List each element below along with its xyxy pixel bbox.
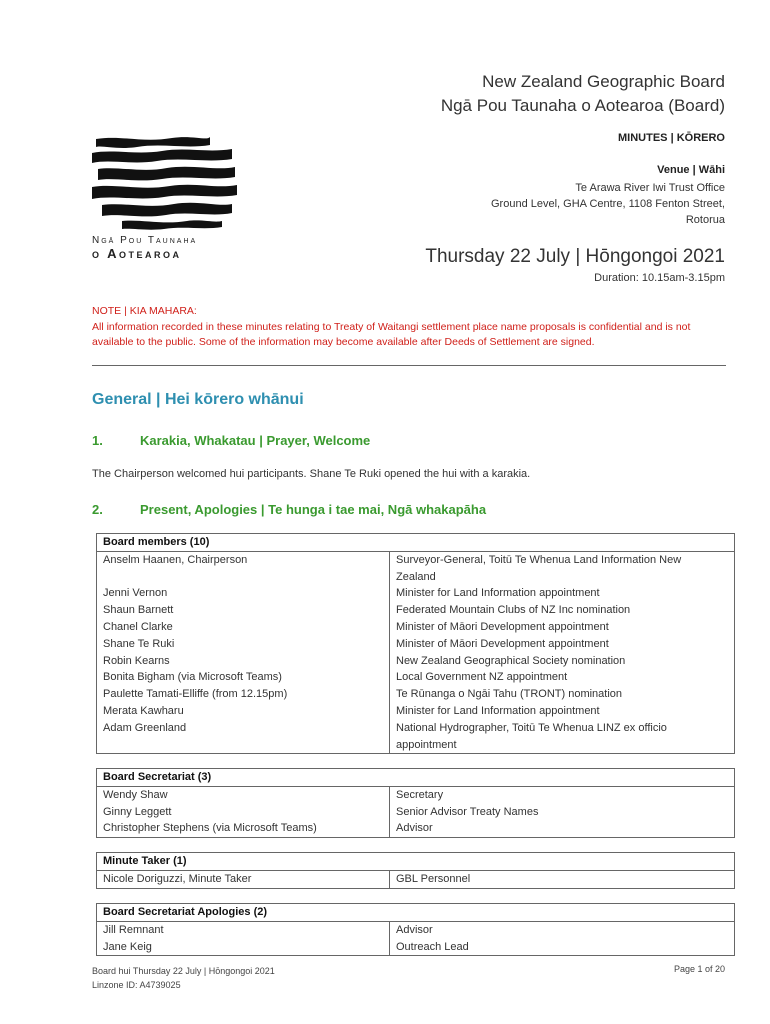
board-members-table (96, 533, 735, 754)
member-role: Minister of Māori Development appointment (396, 620, 609, 633)
member-role: Advisor (396, 923, 433, 936)
member-role: Minister for Land Information appointment (396, 704, 600, 717)
doc-type: MINUTES | KŌRERO (618, 132, 725, 144)
divider (92, 365, 726, 366)
member-role: Federated Mountain Clubs of NZ Inc nomination (396, 604, 631, 617)
member-role: GBL Personnel (396, 872, 471, 885)
member-role: National Hydrographer, Toitū Te Whenua LINZ ex officio (396, 721, 667, 734)
venue-line: Te Arawa River Iwi Trust Office (575, 182, 725, 194)
meeting-duration: Duration: 10.15am-3.15pm (594, 272, 725, 284)
logo-text-line2: o Aotearoa (92, 246, 182, 261)
member-role: Surveyor-General, Toitū Te Whenua Land Information New (396, 553, 682, 566)
names-column (97, 870, 390, 888)
logo-text-line1: Ngā Pou Taunaha (92, 235, 198, 246)
venue-line: Ground Level, GHA Centre, 1108 Fenton Street, (491, 198, 725, 210)
member-name: Shane Te Ruki (103, 637, 175, 650)
venue-label: Venue | Wāhi (657, 164, 725, 176)
apologies-table (96, 903, 735, 956)
member-role: Secretary (396, 788, 444, 801)
names-column (97, 786, 390, 837)
spacer (103, 569, 383, 586)
member-name: Jill Remnant (103, 923, 164, 936)
roles-column (390, 786, 735, 837)
roles-column (390, 921, 735, 956)
member-role: appointment (396, 738, 457, 751)
secretariat-table (96, 768, 735, 838)
member-name: Paulette Tamati-Elliffe (from 12.15pm) (103, 688, 288, 701)
footer-line2: Linzone ID: A4739025 (92, 980, 181, 990)
item-title: Present, Apologies | Te hunga i tae mai, Ngā whakapāha (140, 502, 487, 517)
member-role: Advisor (396, 822, 433, 835)
member-name: Jenni Vernon (103, 587, 168, 600)
roles-column (390, 551, 735, 754)
wave-logo-icon (92, 133, 237, 233)
footer-line1: Board hui Thursday 22 July | Hōngongoi 2021 (92, 966, 275, 976)
member-role: Senior Advisor Treaty Names (396, 805, 539, 818)
member-role: Outreach Lead (396, 940, 469, 953)
board-logo (92, 133, 237, 261)
org-name: New Zealand Geographic Board (482, 72, 725, 91)
member-role: Zealand (396, 570, 436, 583)
note-heading: NOTE | KIA MAHARA: (92, 305, 197, 317)
member-name: Chanel Clarke (103, 620, 173, 633)
member-name: Merata Kawharu (103, 704, 184, 717)
member-name: Bonita Bigham (via Microsoft Teams) (103, 671, 282, 684)
member-role: Minister of Māori Development appointment (396, 637, 609, 650)
member-name: Adam Greenland (103, 721, 187, 734)
member-role: Local Government NZ appointment (396, 671, 568, 684)
paragraph: The Chairperson welcomed hui participants. Shane Te Ruki opened the hui with a karakia. (92, 468, 531, 480)
member-name: Wendy Shaw (103, 788, 168, 801)
roles-column (390, 870, 735, 888)
minute-taker-table (96, 852, 735, 889)
table-header: Board Secretariat (3) (97, 769, 735, 787)
member-name: Robin Kearns (103, 654, 170, 667)
section-title: General | Hei kōrero whānui (92, 391, 304, 408)
member-role: New Zealand Geographical Society nomination (396, 654, 626, 667)
member-name: Jane Keig (103, 940, 152, 953)
venue-line: Rotorua (685, 214, 725, 226)
member-name: Shaun Barnett (103, 604, 174, 617)
table-header: Minute Taker (1) (97, 853, 735, 871)
member-name: Ginny Leggett (103, 805, 172, 818)
spacer (103, 737, 383, 754)
org-name-maori: Ngā Pou Taunaha o Aotearoa (Board) (440, 96, 725, 115)
names-column (97, 551, 390, 754)
member-name: Christopher Stephens (via Microsoft Teams) (103, 822, 317, 835)
item-number: 2. (92, 502, 103, 517)
table-header: Board members (10) (97, 534, 735, 552)
item-number: 1. (92, 433, 103, 448)
member-role: Te Rūnanga o Ngāi Tahu (TRONT) nomination (396, 688, 623, 701)
table-header: Board Secretariat Apologies (2) (97, 904, 735, 922)
member-name: Anselm Haanen, Chairperson (103, 553, 248, 566)
member-name: Nicole Doriguzzi, Minute Taker (103, 872, 252, 885)
note-body: All information recorded in these minutes relating to Treaty of Waitangi settlement place name proposals is confidential and is not available to the public. Some of the information may become available after Deeds of Settlement are signed. (92, 321, 691, 348)
meeting-date: Thursday 22 July | Hōngongoi 2021 (425, 246, 725, 267)
item-title: Karakia, Whakatau | Prayer, Welcome (140, 433, 371, 448)
page-number: Page 1 of 20 (673, 964, 725, 974)
names-column (97, 921, 390, 956)
member-role: Minister for Land Information appointment (396, 587, 600, 600)
